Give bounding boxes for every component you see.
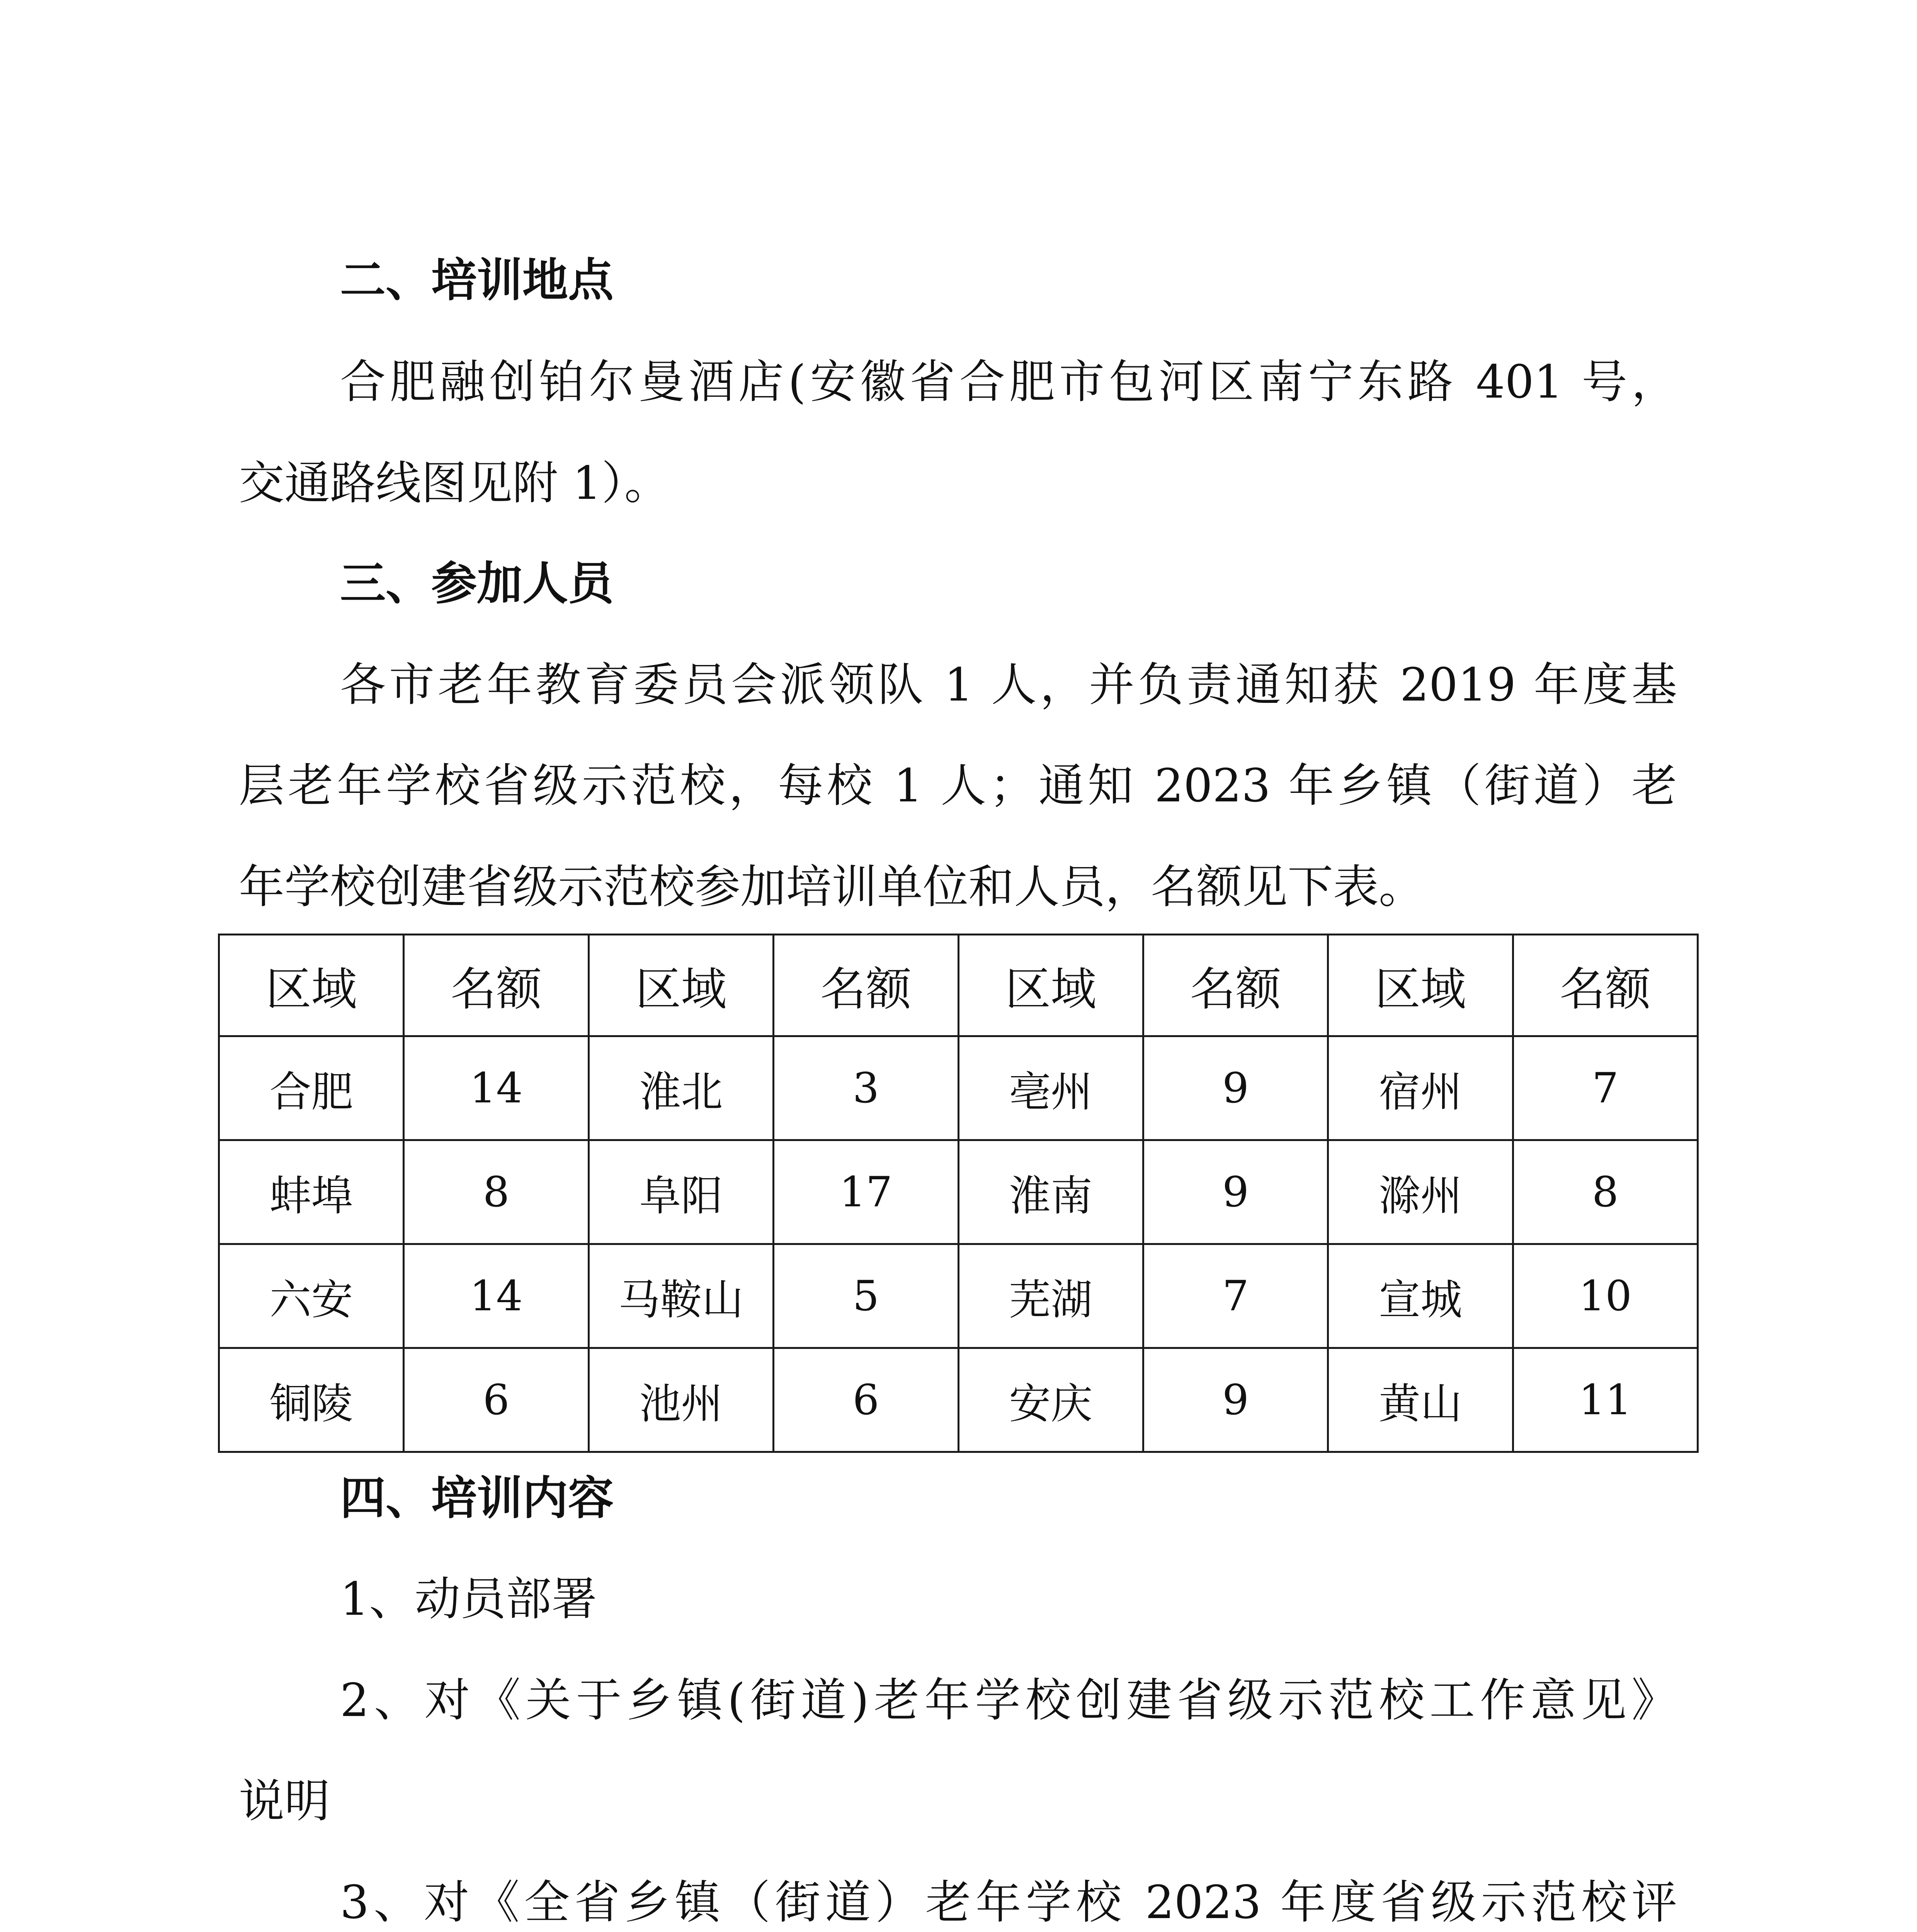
table-row — [219, 1348, 1698, 1452]
content-item-2-line-1: 2、对《关于乡镇(街道)老年学校创建省级示范校工作意见》 — [340, 1673, 1677, 1727]
quota-cell: 10 — [1513, 1244, 1698, 1348]
quota-cell: 11 — [1513, 1348, 1698, 1452]
region-cell: 宿州 — [1328, 1036, 1513, 1140]
region-cell: 蚌埠 — [219, 1140, 404, 1244]
participants-text-line-2: 层老年学校省级示范校，每校 1 人；通知 2023 年乡镇（街道）老 — [239, 759, 1677, 812]
quota-cell: 14 — [404, 1036, 589, 1140]
location-text-line-2: 交通路线图见附 1）。 — [239, 456, 670, 510]
quota-cell: 6 — [774, 1348, 958, 1452]
section-heading-content: 四、培训内容 — [340, 1471, 614, 1525]
region-cell: 合肥 — [219, 1036, 404, 1140]
content-item-3-line-1: 3、对《全省乡镇（街道）老年学校 2023 年度省级示范校评 — [340, 1876, 1677, 1929]
quota-cell: 8 — [404, 1140, 589, 1244]
quota-table — [218, 934, 1699, 1453]
region-cell: 滁州 — [1328, 1140, 1513, 1244]
quota-cell: 5 — [774, 1244, 958, 1348]
region-cell: 宣城 — [1328, 1244, 1513, 1348]
table-row — [219, 1140, 1698, 1244]
section-heading-location: 二、培训地点 — [340, 253, 614, 307]
region-cell: 六安 — [219, 1244, 404, 1348]
region-cell: 淮北 — [589, 1036, 773, 1140]
quota-cell: 14 — [404, 1244, 589, 1348]
participants-text-line-1: 各市老年教育委员会派领队 1 人，并负责通知获 2019 年度基 — [340, 658, 1677, 711]
section-heading-participants: 三、参加人员 — [340, 557, 614, 610]
region-cell: 安庆 — [958, 1348, 1143, 1452]
content-item-2-line-2: 说明 — [239, 1774, 330, 1828]
quota-cell: 7 — [1513, 1036, 1698, 1140]
quota-cell: 9 — [1143, 1140, 1328, 1244]
column-header-region: 区域 — [958, 935, 1143, 1036]
table-header-row — [219, 935, 1698, 1036]
column-header-quota: 名额 — [1513, 935, 1698, 1036]
participants-text-line-3: 年学校创建省级示范校参加培训单位和人员，名额见下表。 — [239, 860, 1425, 913]
column-header-quota: 名额 — [774, 935, 958, 1036]
quota-cell: 9 — [1143, 1036, 1328, 1140]
column-header-region: 区域 — [219, 935, 404, 1036]
region-cell: 阜阳 — [589, 1140, 773, 1244]
location-text-line-1: 合肥融创铂尔曼酒店(安徽省合肥市包河区南宁东路 401 号， — [340, 355, 1677, 408]
region-cell: 黄山 — [1328, 1348, 1513, 1452]
table-row — [219, 1244, 1698, 1348]
column-header-region: 区域 — [1328, 935, 1513, 1036]
column-header-quota: 名额 — [404, 935, 589, 1036]
region-cell: 芜湖 — [958, 1244, 1143, 1348]
quota-cell: 3 — [774, 1036, 958, 1140]
region-cell: 铜陵 — [219, 1348, 404, 1452]
region-cell: 淮南 — [958, 1140, 1143, 1244]
quota-cell: 7 — [1143, 1244, 1328, 1348]
region-cell: 池州 — [589, 1348, 773, 1452]
table-row — [219, 1036, 1698, 1140]
quota-cell: 6 — [404, 1348, 589, 1452]
content-item-1: 1、动员部署 — [340, 1572, 597, 1626]
quota-cell: 17 — [774, 1140, 958, 1244]
column-header-region: 区域 — [589, 935, 773, 1036]
column-header-quota: 名额 — [1143, 935, 1328, 1036]
quota-cell: 8 — [1513, 1140, 1698, 1244]
quota-cell: 9 — [1143, 1348, 1328, 1452]
region-cell: 马鞍山 — [589, 1244, 773, 1348]
region-cell: 亳州 — [958, 1036, 1143, 1140]
